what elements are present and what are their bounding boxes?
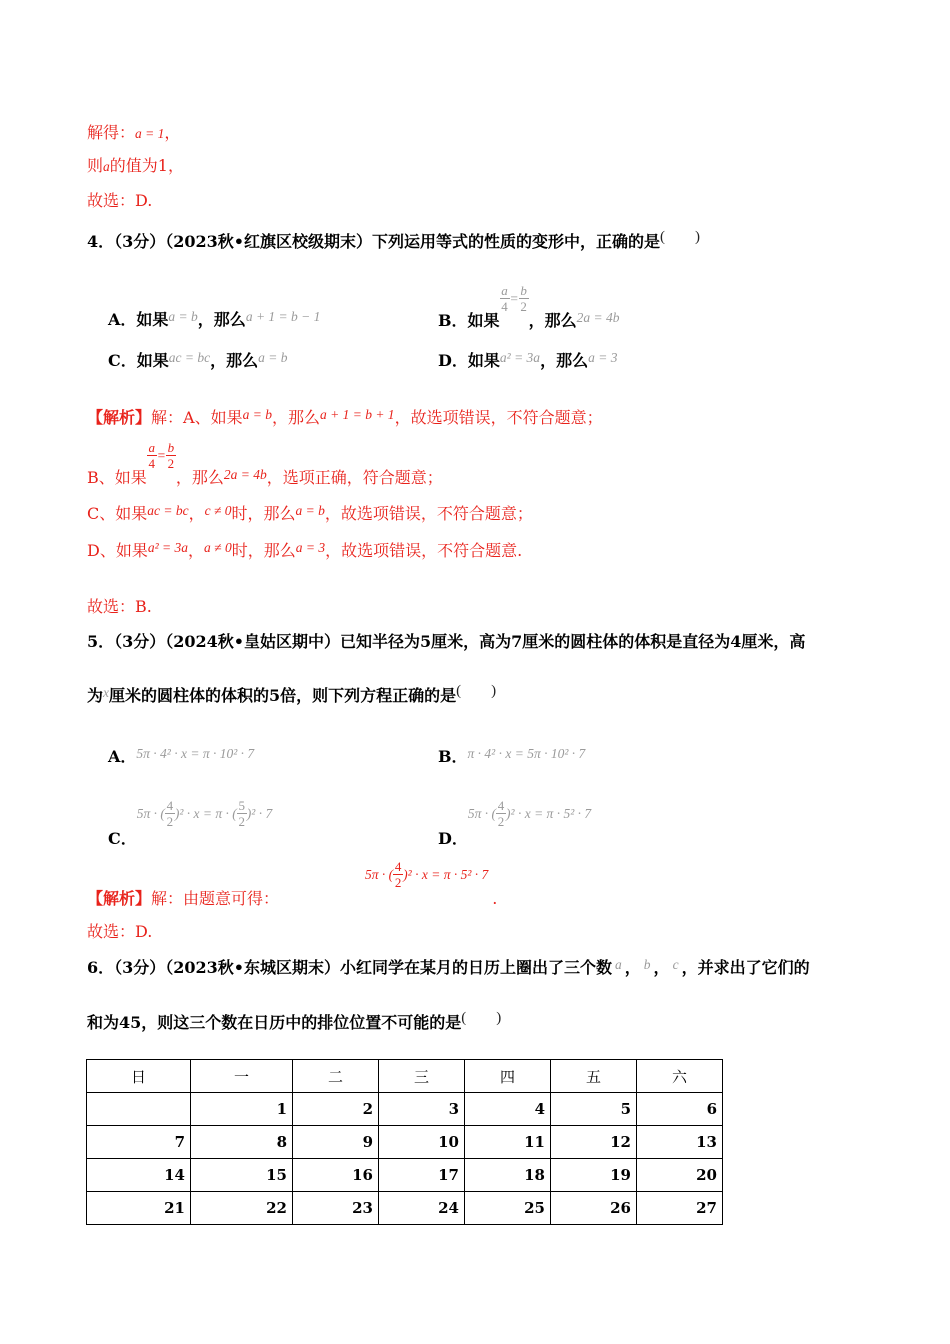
frac-den: 2	[167, 456, 175, 471]
frac-den: 4	[501, 299, 508, 314]
calendar-cell: 1	[191, 1093, 293, 1126]
calendar-cell	[87, 1093, 191, 1126]
option-label: B．	[438, 747, 468, 766]
math-expr: a = 1	[135, 126, 165, 141]
fraction	[496, 799, 506, 828]
calendar-cell: 22	[191, 1192, 293, 1225]
q4-analysis-line4	[87, 538, 522, 561]
calendar-header: 六	[637, 1060, 723, 1093]
frac-num: 4	[394, 859, 402, 874]
q5-answer: 故选：D.	[87, 922, 153, 941]
q4-answer: 故选：B.	[87, 597, 152, 616]
calendar-cell: 27	[637, 1192, 723, 1225]
q5-heading-line2	[87, 683, 496, 706]
q5-option-b	[438, 744, 585, 767]
option-label: A．	[108, 747, 137, 766]
q4-option-d	[438, 348, 617, 371]
math-expr: 2a = 4b	[576, 310, 620, 325]
calendar-cell: 13	[637, 1126, 723, 1159]
text: C、如果	[87, 504, 148, 523]
math-expr: a + 1 = b − 1	[245, 309, 321, 324]
answer-paren: ( )	[660, 229, 701, 245]
calendar-cell: 15	[191, 1159, 293, 1192]
frac-num: 5	[238, 798, 246, 813]
option-label: C．如果	[108, 351, 169, 370]
text: 的值为1，	[109, 156, 184, 175]
calendar-cell: 20	[637, 1159, 723, 1192]
calendar-header: 五	[551, 1060, 637, 1093]
calendar-cell: 26	[551, 1192, 637, 1225]
punct: ，	[164, 123, 181, 142]
frac-num: b	[520, 283, 527, 298]
math-expr: π · 4² · x = 5π · 10² · 7	[467, 746, 586, 761]
math-var: x	[103, 685, 110, 700]
fraction	[237, 799, 247, 828]
text: ，那么	[175, 468, 224, 487]
answer-paren: ( )	[456, 683, 497, 699]
text: 和为45，则这三个数在日历中的排位位置不可能的是	[87, 1013, 462, 1032]
q6-heading-line2	[87, 1010, 501, 1033]
q6-heading-line1	[87, 955, 810, 978]
fraction	[147, 441, 157, 470]
calendar-header-row	[87, 1060, 723, 1093]
math-expr: ac = bc	[168, 350, 211, 365]
answer-paren: ( )	[461, 1010, 502, 1026]
text: B、如果	[87, 468, 147, 487]
math-var: b	[643, 957, 651, 972]
math-expr: ac = bc	[147, 503, 189, 518]
calendar-cell: 14	[87, 1159, 191, 1192]
math-eq: =	[509, 291, 519, 306]
q5-analysis	[87, 859, 498, 908]
calendar-row	[87, 1093, 723, 1126]
calendar-cell: 12	[551, 1126, 637, 1159]
q5-heading-line1: 5．（3分）（2024秋•皇姑区期中）已知半径为5厘米，高为7厘米的圆柱体的体积是直径为4厘米，高	[87, 632, 806, 651]
calendar-cell: 25	[465, 1192, 551, 1225]
math-expr: a = 3	[588, 350, 618, 365]
fraction	[500, 284, 510, 313]
math-var: a	[103, 159, 110, 174]
q4-analysis-line1	[87, 405, 603, 428]
calendar-cell: 19	[551, 1159, 637, 1192]
punct: ，	[188, 504, 205, 523]
option-label: A．如果	[108, 310, 169, 329]
text: ，选项正确，符合题意；	[266, 468, 443, 487]
text: ，故选项错误，不符合题意；	[324, 504, 533, 523]
q4-analysis-line2	[87, 440, 443, 487]
calendar-cell: 4	[465, 1093, 551, 1126]
q4-option-a	[108, 307, 320, 330]
math-expr: a = b	[258, 350, 288, 365]
calendar-header: 四	[465, 1060, 551, 1093]
calendar-header: 二	[293, 1060, 379, 1093]
text: ，那么	[540, 351, 589, 370]
frac-den: 2	[166, 814, 174, 829]
math-var: a	[615, 957, 622, 972]
solve-label: 解得：	[87, 123, 136, 142]
calendar-cell: 16	[293, 1159, 379, 1192]
calendar-cell: 18	[465, 1159, 551, 1192]
q5-option-c	[108, 798, 273, 848]
math-expr: 5π · (	[365, 867, 394, 882]
calendar-cell: 3	[379, 1093, 465, 1126]
q4-heading	[87, 229, 700, 252]
text: ，那么	[271, 408, 320, 427]
text: ，故选项错误，不符合题意；	[394, 408, 603, 427]
calendar-row	[87, 1126, 723, 1159]
option-label: D．	[438, 829, 468, 848]
calendar-header: 一	[191, 1060, 293, 1093]
math-expr: 5π · (	[467, 806, 497, 821]
text: ，故选项错误，不符合题意.	[325, 541, 523, 560]
text: 厘米的圆柱体的体积的5倍，则下列方程正确的是	[109, 686, 457, 705]
prev-solution-line2	[87, 153, 184, 176]
calendar-table	[86, 1059, 723, 1225]
q5-option-d	[438, 798, 592, 848]
prev-solution-line1	[87, 120, 180, 143]
calendar-cell: 8	[191, 1126, 293, 1159]
analysis-tag: 【解析】	[87, 889, 152, 908]
text: 6．（3分）（2023秋•东城区期末）小红同学在某月的日历上圈出了三个数	[87, 958, 613, 977]
text: 为	[87, 686, 104, 705]
math-expr: a² = 3a	[147, 540, 189, 555]
calendar-row	[87, 1192, 723, 1225]
math-expr: )² · 7	[246, 806, 273, 821]
frac-num: 4	[166, 798, 174, 813]
text: 解：A、如果	[151, 408, 243, 427]
calendar-cell: 10	[379, 1126, 465, 1159]
math-eq: =	[156, 448, 166, 463]
punct: .	[492, 889, 498, 908]
q4-option-c	[108, 348, 287, 371]
text: 解：由题意可得：	[151, 889, 280, 908]
frac-num: a	[501, 283, 508, 298]
fraction	[393, 860, 403, 889]
analysis-tag: 【解析】	[87, 408, 152, 427]
prev-answer: 故选：D.	[87, 191, 153, 210]
math-expr: )² · x = π · 5² · 7	[506, 806, 592, 821]
math-expr: a = b	[242, 407, 272, 422]
calendar-row	[87, 1159, 723, 1192]
punct: ，	[653, 958, 670, 977]
fraction	[165, 799, 175, 828]
option-label: D．如果	[438, 351, 500, 370]
calendar-cell: 5	[551, 1093, 637, 1126]
calendar-header: 日	[87, 1060, 191, 1093]
calendar-cell: 7	[87, 1126, 191, 1159]
calendar-cell: 21	[87, 1192, 191, 1225]
math-expr: )² · x = π · (	[174, 806, 237, 821]
math-expr: a = 3	[295, 540, 326, 555]
text: ，那么	[210, 351, 259, 370]
math-expr: a² = 3a	[499, 350, 541, 365]
math-expr: a = b	[168, 309, 198, 324]
math-expr: a + 1 = b + 1	[319, 407, 395, 422]
calendar-header: 三	[379, 1060, 465, 1093]
text: 时，那么	[231, 541, 296, 560]
q4-analysis-line3	[87, 501, 533, 524]
math-expr: 5π · 4² · x = π · 10² · 7	[136, 746, 255, 761]
frac-den: 2	[238, 814, 246, 829]
calendar-cell: 11	[465, 1126, 551, 1159]
calendar-cell: 23	[293, 1192, 379, 1225]
math-expr: c ≠ 0	[204, 503, 232, 518]
frac-den: 4	[148, 456, 156, 471]
frac-den: 2	[394, 875, 402, 890]
option-label: C．	[108, 829, 137, 848]
math-expr: a ≠ 0	[204, 540, 232, 555]
calendar-cell: 24	[379, 1192, 465, 1225]
math-expr: 2a = 4b	[223, 467, 267, 482]
q4-option-b	[438, 283, 620, 330]
calendar-cell: 17	[379, 1159, 465, 1192]
frac-num: a	[148, 440, 156, 455]
calendar-cell: 9	[293, 1126, 379, 1159]
text: D、如果	[87, 541, 148, 560]
text: ，并求出了它们的	[681, 958, 810, 977]
text: ，那么	[197, 310, 246, 329]
math-expr: )² · x = π · 5² · 7	[403, 867, 489, 882]
option-label: B．如果	[438, 311, 500, 330]
text: 时，那么	[231, 504, 296, 523]
q5-option-a	[108, 744, 254, 767]
punct: ，	[188, 541, 205, 560]
fraction	[519, 284, 529, 313]
math-var: c	[672, 957, 679, 972]
frac-den: 2	[497, 814, 505, 829]
math-expr: 5π · (	[136, 806, 165, 821]
text: ，那么	[528, 311, 577, 330]
calendar-cell: 6	[637, 1093, 723, 1126]
text: 则	[87, 156, 104, 175]
frac-num: b	[167, 440, 175, 455]
math-expr: a = b	[295, 503, 325, 518]
frac-den: 2	[520, 299, 527, 314]
q4-text: 4．（3分）（2023秋•红旗区校级期末）下列运用等式的性质的变形中，正确的是	[87, 232, 661, 251]
punct: ，	[624, 958, 641, 977]
calendar-cell: 2	[293, 1093, 379, 1126]
frac-num: 4	[497, 798, 505, 813]
fraction	[166, 441, 176, 470]
